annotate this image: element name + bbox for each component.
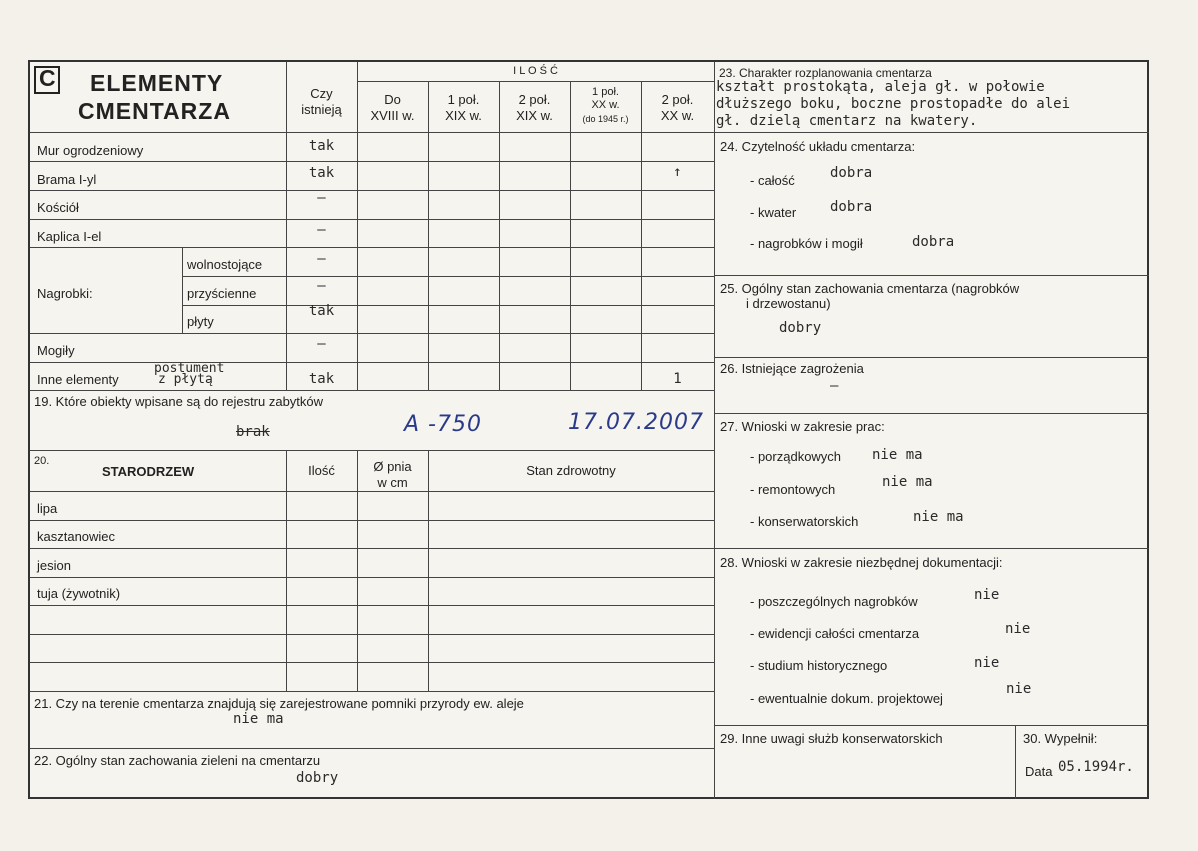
q19-register-number: A -750	[404, 412, 482, 437]
value-kaplica: –	[317, 222, 326, 238]
q24-kwater: - kwater	[750, 205, 797, 220]
czy-header-2: istnieją	[301, 102, 342, 117]
row-label-wolno: wolnostojące	[187, 257, 263, 272]
q28-b-value: nie	[1005, 621, 1031, 637]
q30-date: 05.1994r.	[1058, 759, 1134, 775]
q19-struck: brak	[236, 424, 270, 440]
q28-a: - poszczególnych nagrobków	[750, 594, 918, 609]
q28-b: - ewidencji całości cmentarza	[750, 626, 920, 641]
q24-label: 24. Czytelność układu cmentarza:	[720, 139, 916, 154]
row-label-nagrobki: Nagrobki:	[37, 286, 93, 301]
col2-header-a: 1 poł.	[447, 92, 480, 107]
q23-line-1: kształt prostokąta, aleja gł. w połowie	[716, 79, 1045, 95]
ilosc-header: I L O Ś Ć	[513, 65, 558, 77]
q21-answer: nie ma	[233, 711, 284, 727]
q25-label-1: 25. Ogólny stan zachowania cmentarza (nagrobków	[720, 281, 1020, 296]
q24-calosc-value: dobra	[830, 165, 873, 181]
tree-kasztanowiec: kasztanowiec	[37, 529, 116, 544]
tree-tuja: tuja (żywotnik)	[37, 586, 121, 601]
tree-jesion: jesion	[37, 558, 71, 573]
col3-header-b: XIX w.	[516, 108, 553, 123]
inne-handwritten-2: z płytą	[158, 372, 213, 387]
q20-title: STARODRZEW	[102, 464, 195, 479]
inne-handwritten-1: postument	[154, 361, 225, 376]
value-brama: tak	[308, 165, 335, 181]
q20-pnia-2: w cm	[377, 475, 408, 490]
value-kosciol: –	[317, 190, 326, 206]
value-mur: tak	[308, 138, 335, 154]
q24-nagrobkow-value: dobra	[912, 234, 955, 250]
q27-porz: - porządkowych	[750, 449, 842, 464]
q23-line-3: gł. dzielą cmentarz na kwatery.	[716, 113, 978, 129]
q29-label: 29. Inne uwagi służb konserwatorskich	[720, 731, 943, 746]
col4-header-b: XX w.	[591, 99, 620, 111]
q19-label: 19. Które obiekty wpisane są do rejestru zabytków	[34, 394, 324, 409]
value-plyty: tak	[308, 303, 335, 319]
q28-a-value: nie	[974, 587, 1000, 603]
col1-header-b: XVIII w.	[370, 108, 415, 123]
q30-data-label: Data	[1025, 764, 1053, 779]
q21-label: 21. Czy na terenie cmentarza znajdują się zarejestrowane pomniki przyrody ew. aleje	[34, 696, 524, 711]
value-mogily: –	[317, 336, 326, 352]
q26-answer: –	[830, 378, 839, 394]
q27-label: 27. Wnioski w zakresie prac:	[720, 419, 885, 434]
value-wolno: –	[317, 251, 326, 267]
q24-calosc: - całość	[750, 173, 795, 188]
q28-d-value: nie	[1006, 681, 1032, 697]
section-letter: C	[39, 65, 57, 91]
q20-ilosc: Ilość	[308, 463, 335, 478]
header-divider	[30, 132, 714, 133]
col4-header-a: 1 poł.	[592, 86, 619, 98]
q28-label: 28. Wnioski w zakresie niezbędnej dokumentacji:	[720, 555, 1003, 570]
value-przysc: –	[317, 278, 326, 294]
q27-porz-value: nie ma	[872, 447, 923, 463]
q26-label: 26. Istniejące zagrożenia	[720, 361, 864, 376]
q25-label-2: i drzewostanu)	[746, 296, 831, 311]
q27-rem: - remontowych	[750, 482, 836, 497]
inne-count: 1	[673, 371, 682, 387]
col3-header-a: 2 poł.	[518, 92, 551, 107]
row-label-mogily: Mogiły	[37, 343, 75, 358]
section-letter-box	[34, 66, 60, 94]
row-label-kosciol: Kościół	[37, 200, 79, 215]
row-label-przysc: przyścienne	[187, 286, 257, 301]
czy-header-1: Czy	[310, 86, 333, 101]
tree-lipa: lipa	[37, 501, 58, 516]
q30-label: 30. Wypełnił:	[1023, 731, 1098, 746]
q20-pnia-1: Ø pnia	[373, 459, 412, 474]
q25-answer: dobry	[779, 320, 822, 336]
q24-nagrobkow: - nagrobków i mogił	[750, 236, 863, 251]
brama-arrow: ↑	[673, 164, 682, 180]
q27-kons: - konserwatorskich	[750, 514, 859, 529]
q23-line-2: dłuższego boku, boczne prostopadłe do alei	[716, 96, 1071, 112]
q27-rem-value: nie ma	[882, 474, 933, 490]
col2-header-b: XIX w.	[445, 108, 482, 123]
q28-c: - studium historycznego	[750, 658, 888, 673]
cemetery-form	[28, 60, 1149, 799]
col1-header-a: Do	[384, 92, 401, 107]
row-label-inne: Inne elementy	[37, 372, 119, 387]
section-title-1: ELEMENTY	[90, 70, 224, 96]
q22-answer: dobry	[296, 770, 339, 786]
row-label-mur: Mur ogrodzeniowy	[37, 143, 144, 158]
q27-kons-value: nie ma	[913, 509, 964, 525]
q24-kwater-value: dobra	[830, 199, 873, 215]
q20-stan: Stan zdrowotny	[526, 463, 616, 478]
center-divider	[714, 62, 715, 799]
q19-register-date: 17.07.2007	[568, 410, 704, 435]
section-title-2: CMENTARZA	[78, 98, 231, 124]
q28-c-value: nie	[974, 655, 1000, 671]
q23-label: 23. Charakter rozplanowania cmentarza	[719, 66, 932, 80]
row-label-kaplica: Kaplica I-el	[37, 229, 102, 244]
q20-number: 20.	[34, 455, 50, 467]
row-label-plyty: płyty	[187, 314, 214, 329]
col5-header-a: 2 poł.	[661, 92, 694, 107]
col4-header-c: (do 1945 r.)	[582, 114, 629, 124]
row-label-brama: Brama I-yl	[37, 172, 97, 187]
value-inne: tak	[308, 371, 335, 387]
col5-header-b: XX w.	[660, 108, 695, 123]
q22-label: 22. Ogólny stan zachowania zieleni na cmentarzu	[34, 753, 321, 768]
q28-d: - ewentualnie dokum. projektowej	[750, 691, 943, 706]
